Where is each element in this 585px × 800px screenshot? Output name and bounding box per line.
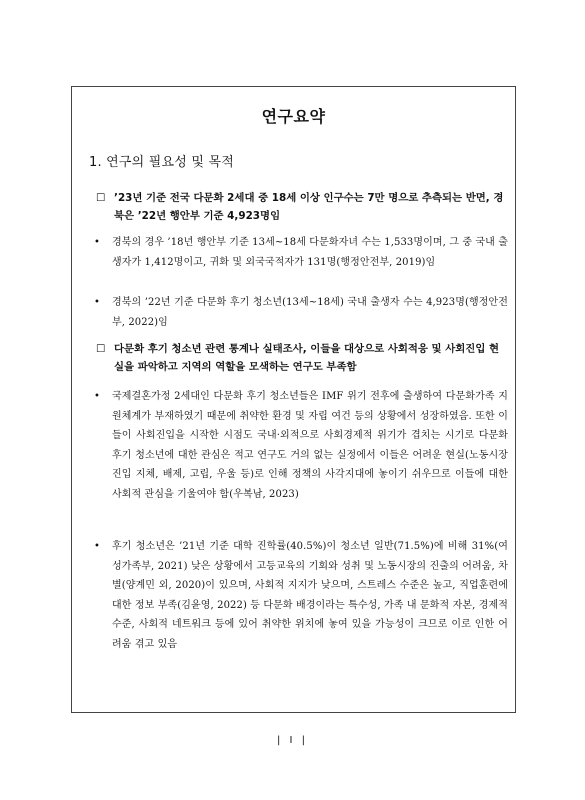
- bullet-text: 국제결혼가정 2세대인 다문화 후기 청소년들은 IMF 위기 전후에 출생하여 다문화가족 지원체계가 부재하였기 때문에 취약한 환경 및 자립 여건 등의 상황에서 성장하였음. 또한 이들이 사회진입을 시작한 시점도 국내·외적으로 사회경제적 위기가 겹치는 시기로 다문화 후기 청소년에 대한 관심은 적고 연구도 거의 없는 실정에서 이들은 어려운 현실(노동시장 진입 지체, 배제, 고립, 우울 등)로 인해 정책의 사각지대에 놓이기 쉬우므로 이들에 대한 사회적 관심을 기울여야 함(우복남, 2023): [112, 391, 508, 500]
- key-point-1: [96, 189, 504, 225]
- section-heading: 1. 연구의 필요성 및 목적: [89, 155, 234, 170]
- bullet-item-4: [94, 537, 508, 655]
- page-number: | I |: [276, 735, 309, 746]
- bullet-icon: •: [94, 541, 100, 552]
- bullet-item-2: [94, 293, 508, 332]
- key-point-text: ’23년 기준 전국 다문화 2세대 중 18세 이상 인구수는 7만 명으로 추측되는 반면, 경북은 ’22년 행안부 기준 4,923명임: [114, 192, 504, 222]
- checkbox-square-icon: ☐: [96, 192, 106, 204]
- bullet-text: 경북의 경우 ’18년 행안부 기준 13세~18세 다문화자녀 수는 1,533명이며, 그 중 국내 출생자가 1,412명이고, 귀화 및 외국국적자가 131명(행정안전부, 2019)임: [112, 237, 508, 268]
- checkbox-square-icon: ☐: [96, 343, 106, 355]
- bullet-icon: •: [94, 237, 100, 248]
- bullet-text: 경북의 ’22년 기준 다문화 후기 청소년(13세~18세) 국내 출생자 수는 4,923명(행정안전부, 2022)임: [112, 297, 508, 328]
- bullet-text: 후기 청소년은 ’21년 기준 대학 진학률(40.5%)이 청소년 일반(71.5%)에 비해 31%(여성가족부, 2021) 낮은 상황에서 고등교육의 기회와 성취 및 노동시장의 진출의 어려움, 차별(양계민 외, 2020)이 있으며, 사회적 지지가 낮으며, 스트레스 수준은 높고, 직업훈련에 대한 정보 부족(김윤영, 2022) 등 다문화 배경이라는 특수성, 가족 내 문화적 자본, 경제적 수준, 사회적 네트워크 등에 있어 취약한 위치에 놓여 있을 가능성이 크므로 이로 인한 어려움 겪고 있음: [112, 541, 508, 650]
- bullet-item-3: [94, 387, 508, 505]
- bullet-icon: •: [94, 391, 100, 402]
- bullet-item-1: [94, 233, 508, 272]
- summary-frame: [71, 86, 516, 713]
- page-title: 연구요약: [261, 107, 326, 126]
- bullet-icon: •: [94, 297, 100, 308]
- key-point-2: [96, 340, 504, 376]
- key-point-text: 다문화 후기 청소년 관련 통계나 실태조사, 이들을 대상으로 사회적응 및 사회진입 현실을 파악하고 지역의 역할을 모색하는 연구도 부족함: [114, 343, 500, 373]
